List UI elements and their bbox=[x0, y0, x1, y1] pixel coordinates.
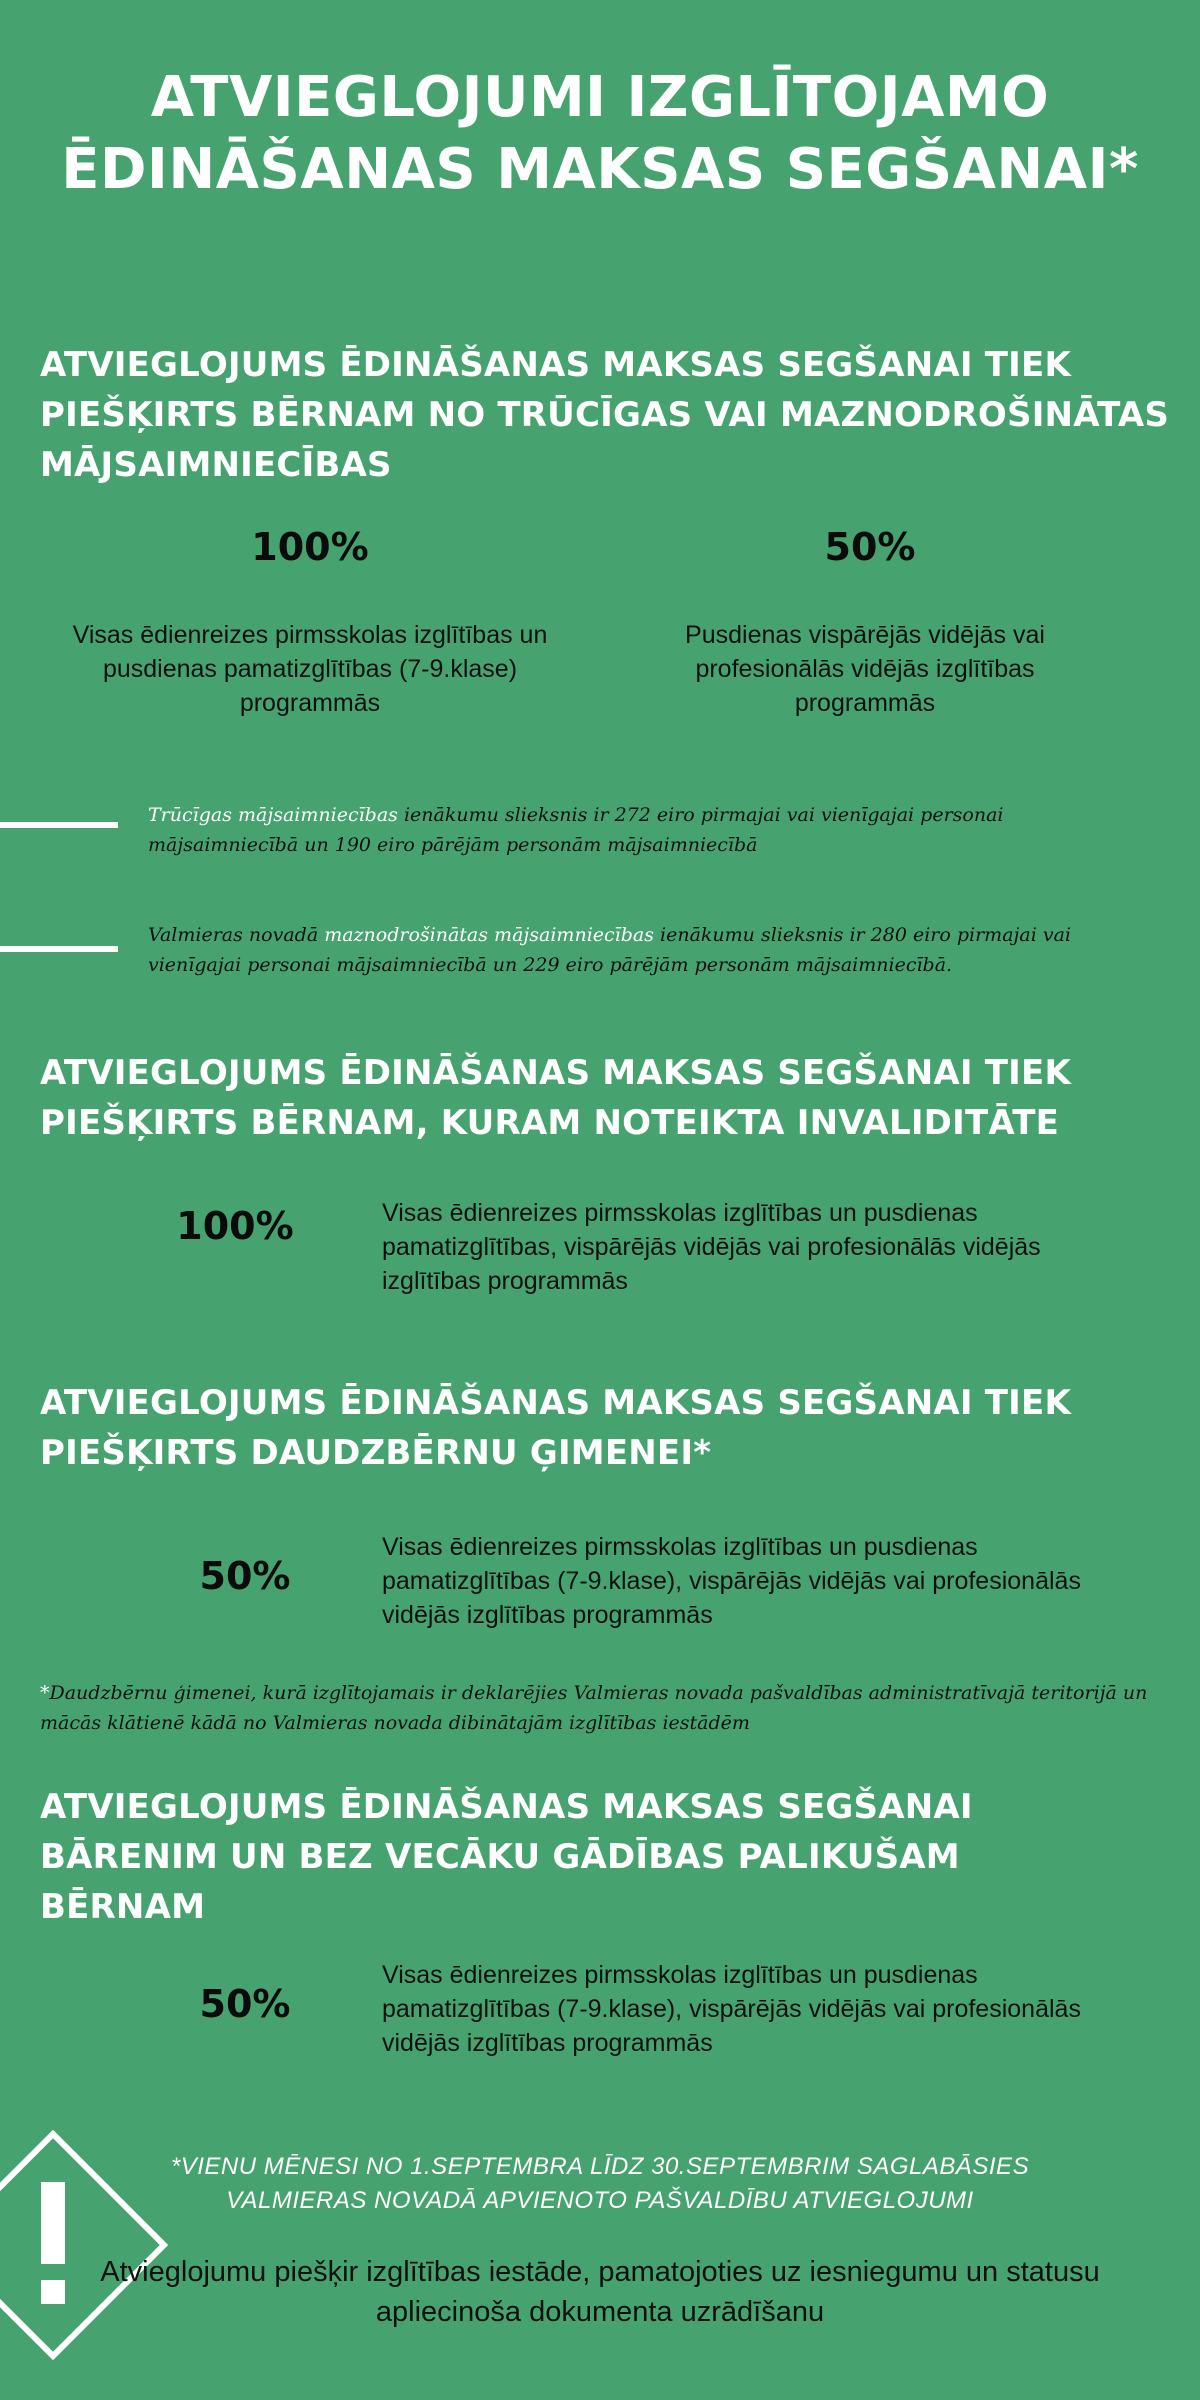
divider-line-1 bbox=[0, 822, 118, 828]
note-lowincome-highlight: maznodrošinātas mājsaimniecības bbox=[324, 924, 654, 946]
section-1-heading: ATVIEGLOJUMS ĒDINĀŠANAS MAKSAS SEGŠANAI TIEK PIEŠĶIRTS BĒRNAM NO TRŪCĪGAS VAI MAZNODROŠINĀTAS MĀJSAIMNIECĪBAS bbox=[40, 345, 1170, 485]
section-2-heading: ATVIEGLOJUMS ĒDINĀŠANAS MAKSAS SEGŠANAI TIEK PIEŠĶIRTS BĒRNAM, KURAM NOTEIKTA INVALIDITĀTE bbox=[40, 1053, 1072, 1143]
footnote-asterisk: * bbox=[40, 1682, 50, 1704]
section-4-text: Visas ēdienreizes pirmsskolas izglītības un pusdienas pamatizglītības (7-9.klase), vispārējās vidējās vai profesionālās vidējās izglītības programmās bbox=[382, 1961, 1081, 2057]
section-2-text: Visas ēdienreizes pirmsskolas izglītības un pusdienas pamatizglītības, vispārējās vidējās vai profesionālās vidējās izglītības programmās bbox=[382, 1199, 1041, 1295]
bottom-caps-note: *VIENU MĒNESI NO 1.SEPTEMBRA LĪDZ 30.SEPTEMBRIM SAGLABĀSIES VALMIERAS NOVADĀ APVIENOTO PAŠVALDĪBU ATVIEGLOJUMI bbox=[170, 2153, 1030, 2214]
divider-line-2 bbox=[0, 946, 118, 952]
bottom-text: Atvieglojumu piešķir izglītības iestāde, pamatojoties uz iesniegumu un statusu apliecinoša dokumenta uzrādīšanu bbox=[100, 2256, 1100, 2328]
note-poor-rest: ienākumu slieksnis ir 272 eiro pirmajai vai vienīgajai personai mājsaimniecībā un 190 eiro pārējām personām mājsaimniecībā bbox=[148, 804, 1004, 856]
section-1-right-text: Pusdienas vispārējās vidējās vai profesionālās vidējās izglītības programmās bbox=[685, 621, 1045, 717]
section-4-percent: 50% bbox=[199, 1982, 291, 2026]
note-lowincome-lead: Valmieras novadā bbox=[148, 924, 325, 946]
section-3-heading: ATVIEGLOJUMS ĒDINĀŠANAS MAKSAS SEGŠANAI TIEK PIEŠĶIRTS DAUDZBĒRNU ĢIMENEI* bbox=[40, 1383, 1072, 1473]
note-poor-household bbox=[148, 800, 1158, 860]
section-2-percent: 100% bbox=[176, 1204, 294, 1248]
section-1-left-percent: 100% bbox=[251, 525, 369, 569]
note-low-income-household bbox=[148, 920, 1168, 980]
section-3-footnote bbox=[40, 1678, 1170, 1738]
section-3-percent: 50% bbox=[199, 1554, 291, 1598]
footnote-text: Daudzbērnu ģimenei, kurā izglītojamais ir deklarējies Valmieras novada pašvaldības administratīvajā teritorijā un mācās klātienē kādā no Valmieras novada dibinātajām izglītības iestādēm bbox=[40, 1682, 1148, 1734]
section-3-text: Visas ēdienreizes pirmsskolas izglītības un pusdienas pamatizglītības (7-9.klase), vispārējās vidējās vai profesionālās vidējās izglītības programmās bbox=[382, 1533, 1081, 1629]
section-1-right-percent: 50% bbox=[824, 525, 916, 569]
section-1-left-text: Visas ēdienreizes pirmsskolas izglītības un pusdienas pamatizglītības (7-9.klase) programmās bbox=[72, 621, 548, 717]
section-4-heading: ATVIEGLOJUMS ĒDINĀŠANAS MAKSAS SEGŠANAI BĀRENIM UN BEZ VECĀKU GĀDĪBAS PALIKUŠAM BĒRNAM bbox=[40, 1787, 973, 1927]
page-title: ATVIEGLOJUMI IZGLĪTOJAMO ĒDINĀŠANAS MAKSAS SEGŠANAI* bbox=[61, 65, 1139, 202]
note-lowincome-rest: ienākumu slieksnis ir 280 eiro pirmajai vai vienīgajai personai mājsaimniecībā un 229 eiro pārējām personām mājsaimniecībā. bbox=[148, 924, 1071, 976]
note-poor-highlight: Trūcīgas mājsaimniecības bbox=[148, 804, 398, 826]
